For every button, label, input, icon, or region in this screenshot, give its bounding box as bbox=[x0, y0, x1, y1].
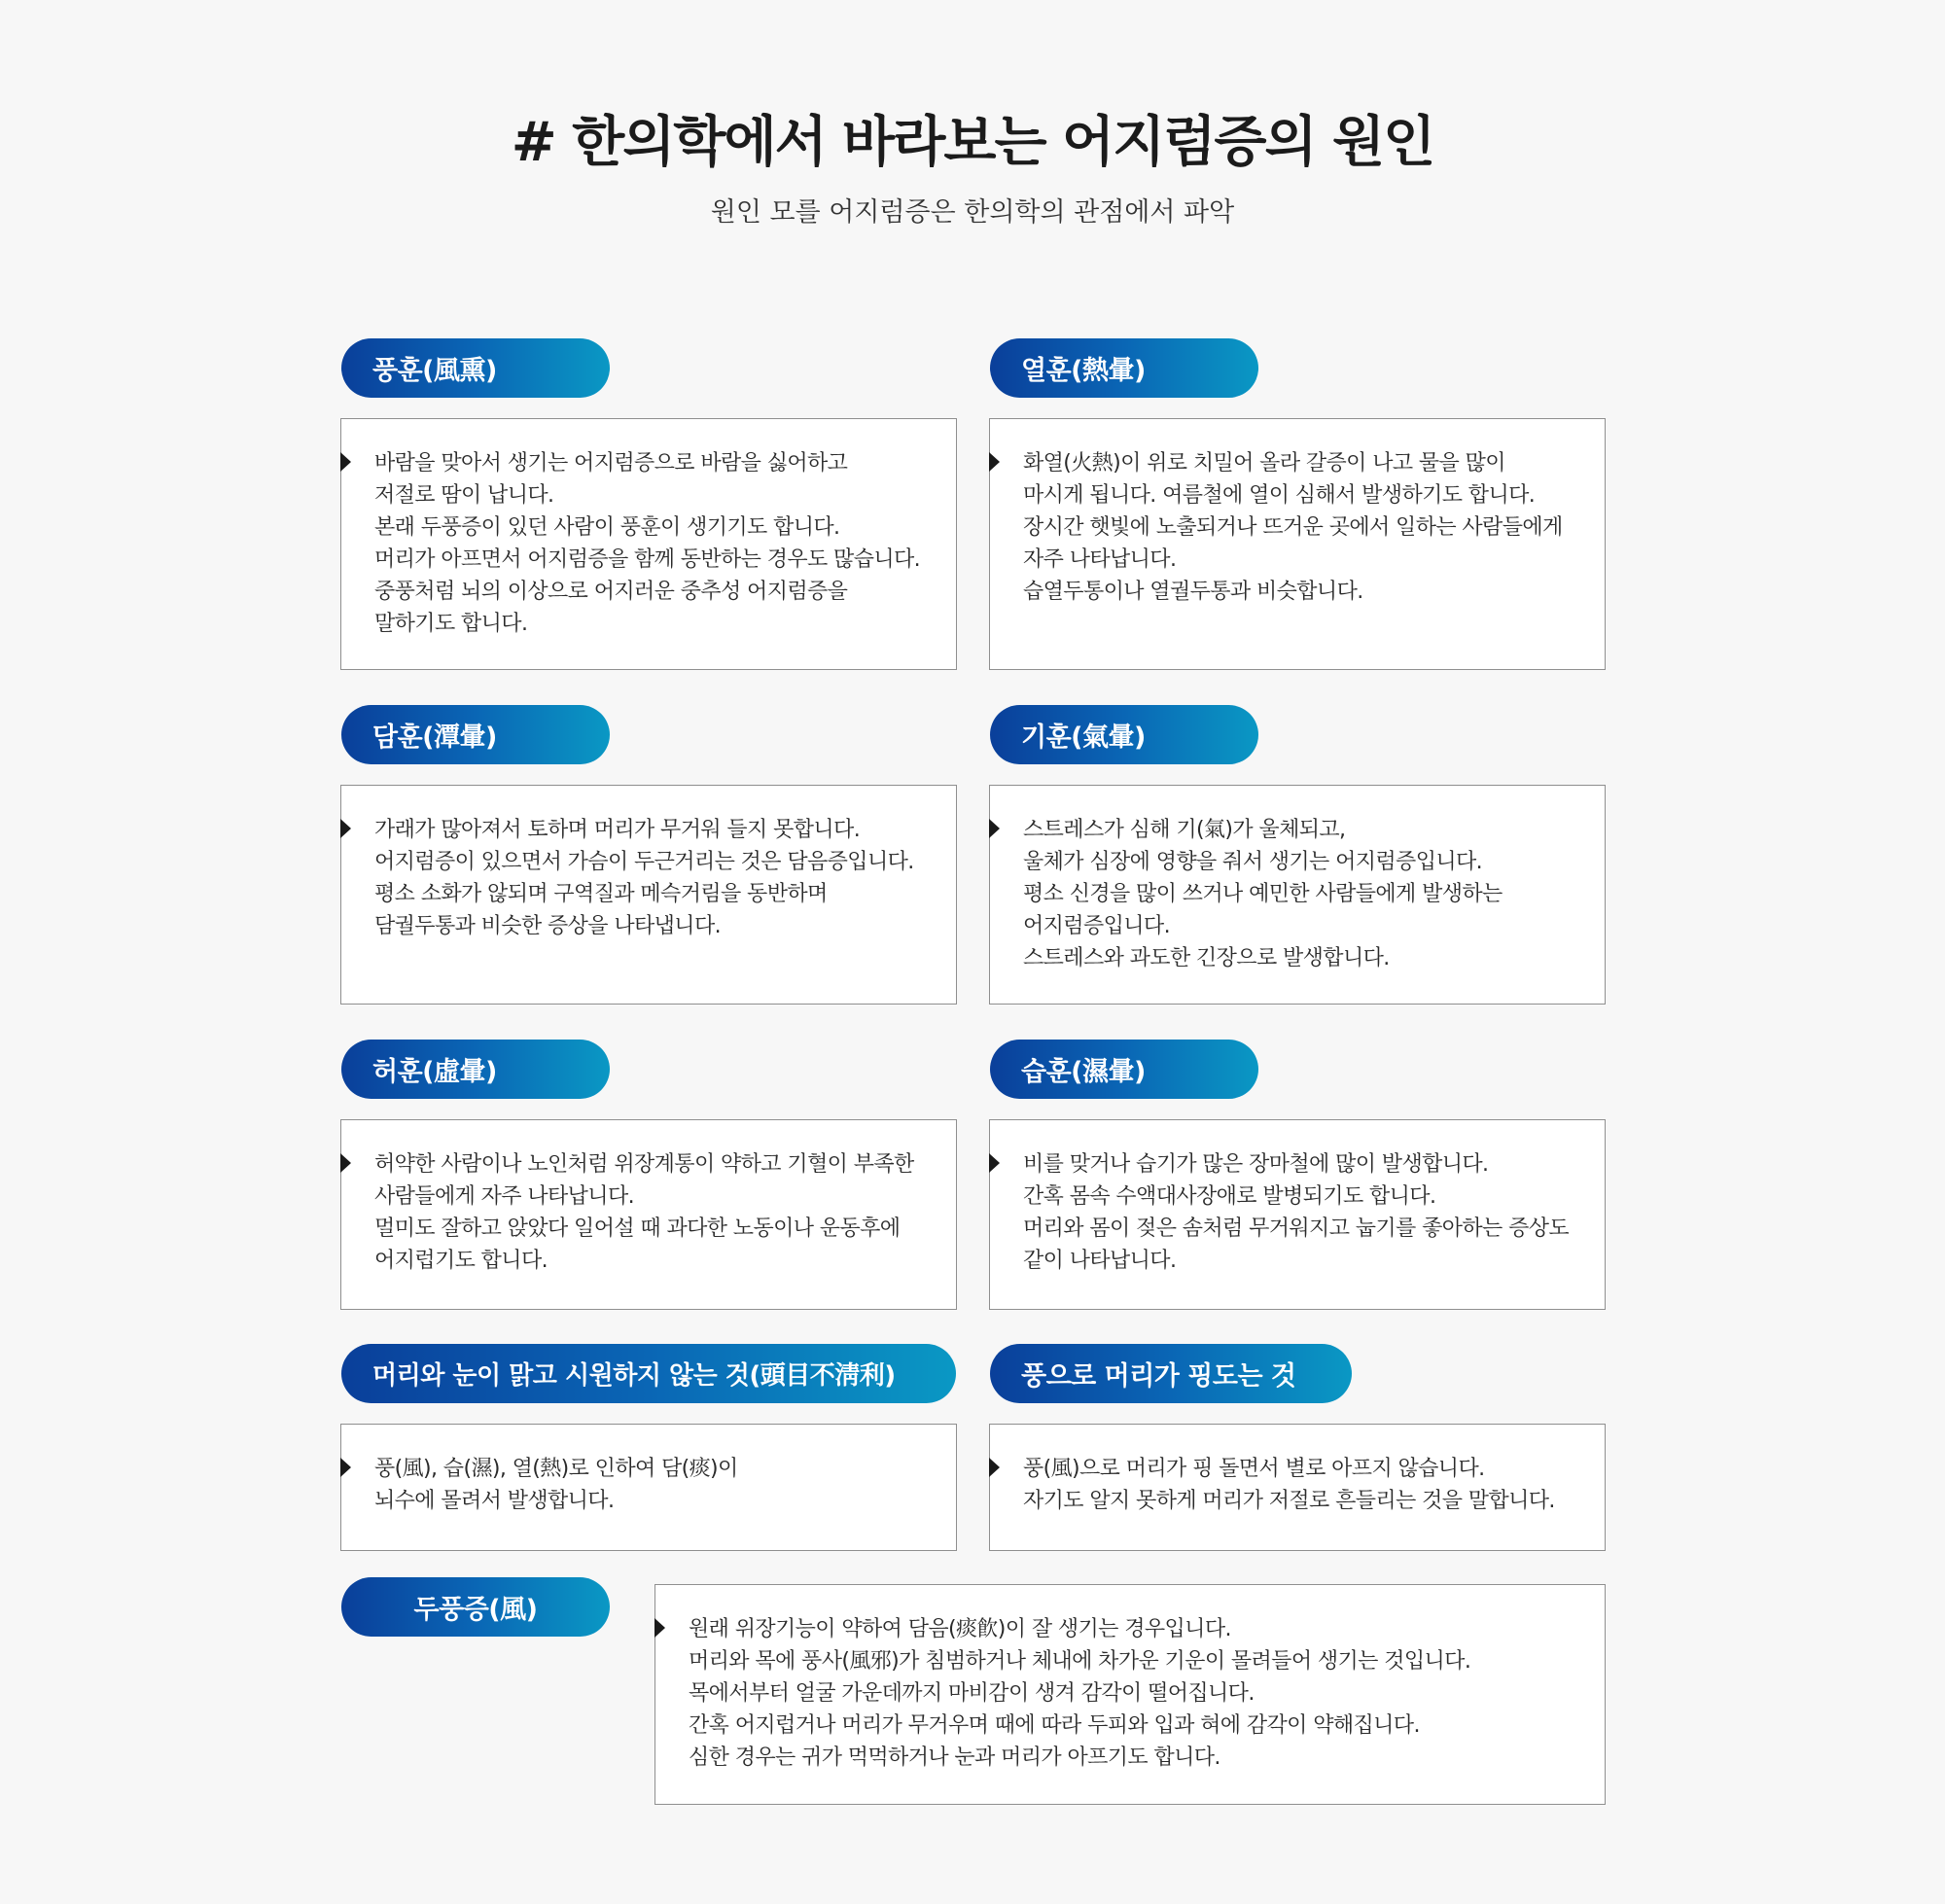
section-label-head-eyes-unclear: 머리와 눈이 맑고 시원하지 않는 것(頭目不淸利) bbox=[341, 1344, 956, 1403]
pointer-marker bbox=[989, 452, 1000, 472]
section-label-seuphun: 습훈(濕暈) bbox=[990, 1040, 1258, 1099]
section-text bbox=[374, 1453, 946, 1517]
pointer-marker bbox=[989, 1153, 1000, 1173]
section-card-wind-spinning bbox=[989, 1424, 1606, 1551]
section-card-dupungjeung bbox=[654, 1584, 1606, 1805]
text-line: 가래가 많아져서 토하며 머리가 무거워 들지 못합니다. bbox=[374, 818, 861, 842]
pointer-marker bbox=[654, 1618, 665, 1638]
text-line: 간혹 어지럽거나 머리가 무거우며 때에 따라 두피와 입과 혀에 감각이 약해집니다. bbox=[689, 1713, 1420, 1738]
text-line: 목에서부터 얼굴 가운데까지 마비감이 생겨 감각이 떨어집니다. bbox=[689, 1681, 1255, 1706]
pointer-marker bbox=[989, 1458, 1000, 1477]
section-label-damhun: 담훈(潭暈) bbox=[341, 705, 610, 764]
text-line: 화열(火熱)이 위로 치밀어 올라 갈증이 나고 물을 많이 bbox=[1023, 451, 1505, 476]
text-line: 뇌수에 몰려서 발생합니다. bbox=[374, 1489, 615, 1513]
section-label-dupungjeung: 두풍증(風) bbox=[341, 1577, 610, 1637]
text-line: 장시간 햇빛에 노출되거나 뜨거운 곳에서 일하는 사람들에게 bbox=[1023, 515, 1563, 540]
page-title: # 한의학에서 바라보는 어지럼증의 원인 bbox=[511, 111, 1434, 174]
section-card-head-eyes-unclear bbox=[340, 1424, 957, 1551]
text-line: 머리와 몸이 젖은 솜처럼 무거워지고 눕기를 좋아하는 증상도 bbox=[1023, 1216, 1570, 1241]
section-label-wind-spinning: 풍으로 머리가 핑도는 것 bbox=[990, 1344, 1352, 1403]
section-text bbox=[1023, 1453, 1595, 1517]
text-line: 머리가 아프면서 어지럼증을 함께 동반하는 경우도 많습니다. bbox=[374, 547, 921, 572]
text-line: 중풍처럼 뇌의 이상으로 어지러운 중추성 어지럼증을 bbox=[374, 580, 848, 604]
section-text bbox=[1023, 447, 1595, 608]
text-line: 바람을 맞아서 생기는 어지럼증으로 바람을 싫어하고 bbox=[374, 451, 848, 476]
text-line: 멀미도 잘하고 앉았다 일어설 때 과다한 노동이나 운동후에 bbox=[374, 1216, 901, 1241]
text-line: 비를 맞거나 습기가 많은 장마철에 많이 발생합니다. bbox=[1023, 1152, 1489, 1177]
pointer-marker bbox=[340, 819, 351, 838]
text-line: 울체가 심장에 영향을 줘서 생기는 어지럼증입니다. bbox=[1023, 850, 1483, 874]
pointer-marker bbox=[340, 452, 351, 472]
text-line: 평소 신경을 많이 쓰거나 예민한 사람들에게 발생하는 bbox=[1023, 882, 1503, 906]
text-line: 저절로 땀이 납니다. bbox=[374, 483, 554, 508]
text-line: 본래 두풍증이 있던 사람이 풍훈이 생기기도 합니다. bbox=[374, 515, 840, 540]
text-line: 풍(風)으로 머리가 핑 돌면서 별로 아프지 않습니다. bbox=[1023, 1457, 1485, 1481]
section-label-yeolhun: 열훈(熱暈) bbox=[990, 338, 1258, 398]
text-line: 풍(風), 습(濕), 열(熱)로 인하여 담(痰)이 bbox=[374, 1457, 738, 1481]
section-text bbox=[374, 814, 946, 942]
section-card-damhun bbox=[340, 785, 957, 1005]
section-card-yeolhun bbox=[989, 418, 1606, 670]
pointer-marker bbox=[989, 819, 1000, 838]
text-line: 자주 나타납니다. bbox=[1023, 547, 1177, 572]
text-line: 심한 경우는 귀가 먹먹하거나 눈과 머리가 아프기도 합니다. bbox=[689, 1745, 1220, 1770]
text-line: 말하기도 합니다. bbox=[374, 612, 528, 636]
text-line: 스트레스와 과도한 긴장으로 발생합니다. bbox=[1023, 946, 1390, 970]
text-line: 담궐두통과 비슷한 증상을 나타냅니다. bbox=[374, 914, 722, 938]
pointer-marker bbox=[340, 1458, 351, 1477]
section-label-punghun: 풍훈(風熏) bbox=[341, 338, 610, 398]
section-text bbox=[374, 447, 946, 640]
text-line: 같이 나타납니다. bbox=[1023, 1249, 1177, 1273]
text-line: 스트레스가 심해 기(氣)가 울체되고, bbox=[1023, 818, 1346, 842]
text-line: 간혹 몸속 수액대사장애로 발병되기도 합니다. bbox=[1023, 1184, 1436, 1209]
text-line: 머리와 목에 풍사(風邪)가 침범하거나 체내에 차가운 기운이 몰려들어 생기는 것입니다. bbox=[689, 1649, 1471, 1674]
text-line: 어지럼증이 있으면서 가슴이 두근거리는 것은 담음증입니다. bbox=[374, 850, 914, 874]
text-line: 자기도 알지 못하게 머리가 저절로 흔들리는 것을 말합니다. bbox=[1023, 1489, 1555, 1513]
section-label-heohun: 허훈(虛暈) bbox=[341, 1040, 610, 1099]
text-line: 원래 위장기능이 약하여 담음(痰飮)이 잘 생기는 경우입니다. bbox=[689, 1617, 1231, 1641]
section-text bbox=[374, 1148, 946, 1277]
text-line: 허약한 사람이나 노인처럼 위장계통이 약하고 기혈이 부족한 bbox=[374, 1152, 914, 1177]
text-line: 어지럽기도 합니다. bbox=[374, 1249, 548, 1273]
section-card-seuphun bbox=[989, 1119, 1606, 1310]
text-line: 어지럼증입니다. bbox=[1023, 914, 1170, 938]
text-line: 마시게 됩니다. 여름철에 열이 심해서 발생하기도 합니다. bbox=[1023, 483, 1536, 508]
section-card-punghun bbox=[340, 418, 957, 670]
section-text bbox=[1023, 814, 1595, 974]
page-subtitle: 원인 모를 어지럼증은 한의학의 관점에서 파악 bbox=[710, 197, 1235, 228]
text-line: 사람들에게 자주 나타납니다. bbox=[374, 1184, 635, 1209]
section-card-heohun bbox=[340, 1119, 957, 1310]
text-line: 평소 소화가 않되며 구역질과 메슥거림을 동반하며 bbox=[374, 882, 828, 906]
text-line: 습열두통이나 열궐두통과 비슷합니다. bbox=[1023, 580, 1363, 604]
section-text bbox=[689, 1613, 1595, 1774]
section-label-gihun: 기훈(氣暈) bbox=[990, 705, 1258, 764]
section-card-gihun bbox=[989, 785, 1606, 1005]
section-text bbox=[1023, 1148, 1595, 1277]
pointer-marker bbox=[340, 1153, 351, 1173]
